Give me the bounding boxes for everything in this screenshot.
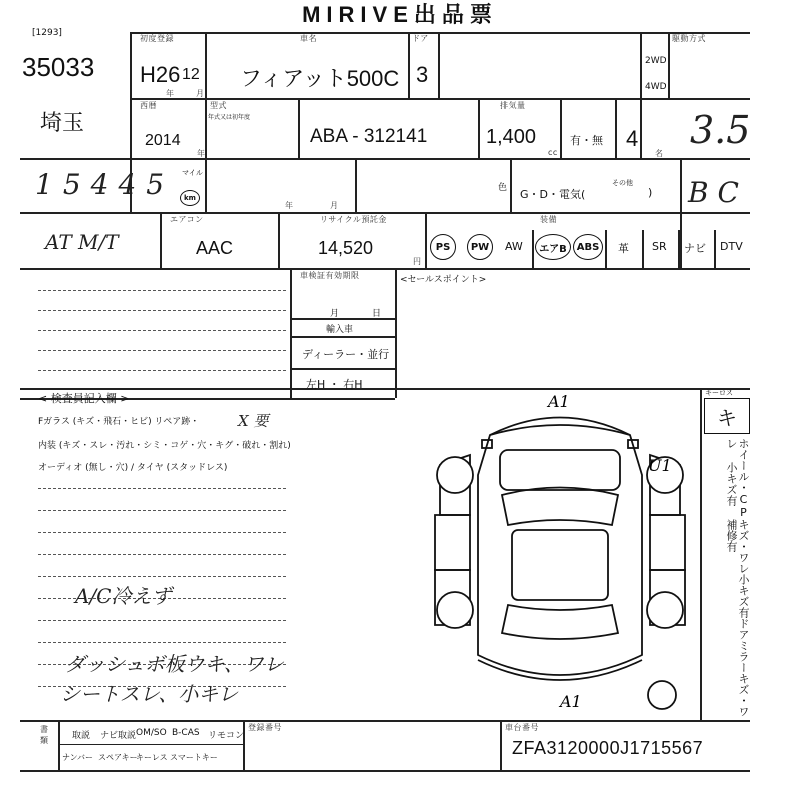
shaken-year-unit: 年 xyxy=(285,201,294,210)
drive-label: 駆動方式 xyxy=(672,34,706,43)
shaken-month-unit: 月 xyxy=(330,201,339,210)
vin-label: 車台番号 xyxy=(505,723,539,732)
inspection-due-label: 車検証有効期限 xyxy=(300,271,360,280)
mileage-mile-unit: マイル xyxy=(182,169,203,177)
score-handwritten: 3.5 xyxy=(690,108,751,152)
inspection-day-unit: 日 xyxy=(372,309,382,319)
seats-value: 4 xyxy=(626,126,639,151)
equipment-navi: ナビ xyxy=(684,242,706,255)
model-code: ABA - 312141 xyxy=(310,126,428,147)
equipment-abs: ABS xyxy=(573,234,603,260)
key-loss-value: キ xyxy=(704,398,750,434)
interior-grade: B C xyxy=(688,176,739,209)
color-options: G・D・電気( xyxy=(520,188,586,201)
doc-navi-manual: ナビ取説 xyxy=(100,731,137,741)
recycle-value: 14,520 xyxy=(318,238,374,258)
western-year: 2014 xyxy=(145,132,181,149)
equipment-pw: PW xyxy=(467,234,493,260)
equipment-airbag: エアB xyxy=(535,234,571,260)
car-name: フィアット500C xyxy=(240,66,400,91)
drive-4wd: 4WD xyxy=(645,82,667,92)
doc-manual: 取説 xyxy=(72,731,91,741)
glass-line: Fガラス (キズ・飛石・ヒビ) リペア跡・ xyxy=(38,417,200,427)
doc-number-plate: ナンバー xyxy=(62,753,94,762)
model-sub-label: 年式又は初年度 xyxy=(208,114,251,121)
handle-option: 左H ・ 右H xyxy=(306,378,363,391)
lot-number: 35033 xyxy=(22,52,95,82)
month-unit: 月 xyxy=(196,89,205,98)
registration-label: 初度登録 xyxy=(140,34,174,43)
note-seat: シートスレ、小キレ xyxy=(60,682,238,706)
mark-right-wheel: U1 xyxy=(648,456,672,475)
recycle-label: リサイクル預託金 xyxy=(320,215,387,224)
mileage-digits: 15445 xyxy=(35,168,175,201)
prefecture: 埼玉 xyxy=(40,111,85,136)
import-label: 輸入車 xyxy=(326,325,354,335)
seats-unit: 名 xyxy=(655,149,664,158)
vin-value: ZFA3120000J1715567 xyxy=(512,738,704,758)
doc-remote: リモコン xyxy=(208,731,245,741)
car-name-label: 車名 xyxy=(300,34,317,43)
mileage-km-unit: km xyxy=(180,190,200,206)
turbo-option: 有・無 xyxy=(570,134,603,147)
doc-om-so: OM/SO xyxy=(136,728,167,738)
doc-keyless: キーレス xyxy=(136,753,168,762)
wheel-mirror-notes: ホイール・CPキズ・ワレ小キズ有ドアミラーキズ・ワレ 小キズ有 補修有 xyxy=(725,438,750,717)
western-year-unit: 年 xyxy=(197,149,206,158)
glass-mark: X 要 xyxy=(238,412,269,430)
color-other-label: その他 xyxy=(612,179,633,187)
displacement-value: 1,400 xyxy=(486,126,537,148)
car-body-diagram xyxy=(420,395,700,715)
doc-smart-key: スマートキー xyxy=(170,753,218,762)
equipment-dtv: DTV xyxy=(720,240,743,253)
doors-value: 3 xyxy=(416,62,429,87)
recycle-unit: 円 xyxy=(413,257,422,266)
mark-front: A1 xyxy=(548,395,570,411)
interior-line: 内装 (キズ・スレ・汚れ・シミ・コゲ・穴・キグ・破れ・割れ) xyxy=(38,441,291,451)
equipment-sunroof: SR xyxy=(652,240,667,253)
color-label: 色 xyxy=(498,183,508,193)
doc-bcas: B-CAS xyxy=(172,728,200,738)
inspector-heading: < 検査員記入欄 > xyxy=(38,392,130,405)
displacement-label: 排気量 xyxy=(500,101,526,110)
ac-value: AAC xyxy=(196,238,234,258)
audio-tire-line: オーディオ (無し・穴) / タイヤ (スタッドレス) xyxy=(38,463,228,473)
equipment-label: 装備 xyxy=(540,215,557,224)
documents-label: 書類 xyxy=(40,725,48,745)
doors-label: ドア xyxy=(412,34,429,43)
note-dashboard: ダッシュボ板ウキ、ワレ xyxy=(65,652,284,676)
mission-value: AT M/T xyxy=(45,230,119,254)
year-unit: 年 xyxy=(166,89,175,98)
note-ac: A/C冷えず xyxy=(75,584,172,608)
color-close: ) xyxy=(648,186,653,199)
western-year-label: 西暦 xyxy=(140,101,157,110)
dealer-option: ディーラー・並行 xyxy=(302,348,390,361)
equipment-leather: 革 xyxy=(618,242,629,255)
model-label: 型式 xyxy=(210,101,227,110)
registration-month: 12 xyxy=(182,66,200,83)
inspection-month-unit: 月 xyxy=(330,309,340,319)
sales-point-label: <セールスポイント> xyxy=(400,275,487,285)
key-loss-label: キーロス xyxy=(705,389,733,397)
equipment-aw: AW xyxy=(505,240,523,253)
drive-2wd: 2WD xyxy=(645,56,667,66)
ac-label: エアコン xyxy=(170,215,204,224)
lot-label: [1293] xyxy=(32,28,62,38)
document-title: MIRIVE出品票 xyxy=(302,2,498,27)
registration-number-label: 登録番号 xyxy=(248,723,282,732)
cc-unit: cc xyxy=(548,148,558,157)
era-year: H26 xyxy=(140,62,181,87)
doc-spare-key: スペアキー xyxy=(98,753,138,762)
mark-rear: A1 xyxy=(560,692,582,711)
equipment-ps: PS xyxy=(430,234,456,260)
